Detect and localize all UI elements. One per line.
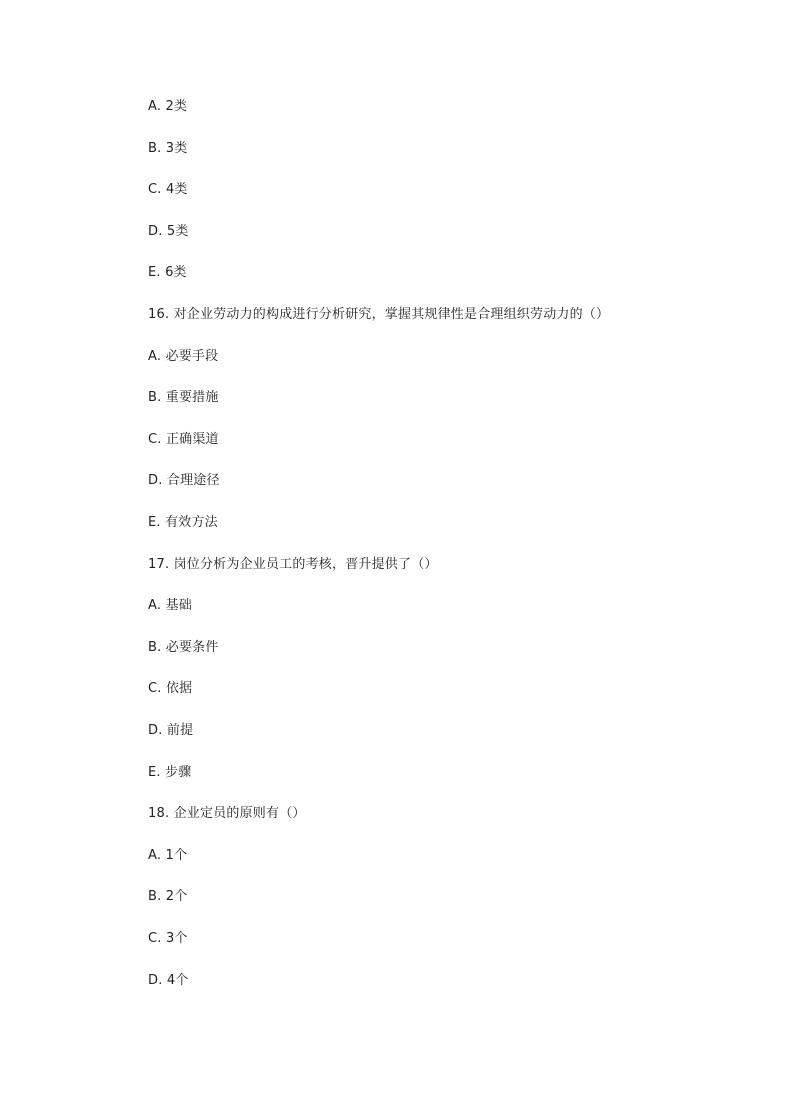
option-16-d: D. 合理途径: [148, 473, 220, 488]
question-17: 17. 岗位分析为企业员工的考核，晋升提供了（）: [148, 557, 438, 572]
option-15-b: B. 3类: [148, 141, 188, 156]
option-16-b: B. 重要措施: [148, 390, 219, 405]
option-15-d: D. 5类: [148, 224, 189, 239]
option-18-c: C. 3个: [148, 931, 188, 946]
option-17-d: D. 前提: [148, 723, 194, 738]
option-16-a: A. 必要手段: [148, 349, 219, 364]
option-15-c: C. 4类: [148, 182, 188, 197]
option-17-a: A. 基础: [148, 598, 192, 613]
option-16-e: E. 有效方法: [148, 515, 218, 530]
question-16: 16. 对企业劳动力的构成进行分析研究，掌握其规律性是合理组织劳动力的（）: [148, 307, 610, 322]
question-18: 18. 企业定员的原则有（）: [148, 806, 306, 821]
option-16-c: C. 正确渠道: [148, 432, 219, 447]
option-17-b: B. 必要条件: [148, 640, 219, 655]
option-15-e: E. 6类: [148, 265, 187, 280]
option-17-c: C. 依据: [148, 681, 193, 696]
option-18-a: A. 1个: [148, 848, 188, 863]
option-17-e: E. 步骤: [148, 765, 192, 780]
option-15-a: A. 2类: [148, 99, 188, 114]
option-18-d: D. 4个: [148, 973, 189, 988]
option-18-b: B. 2个: [148, 889, 188, 904]
